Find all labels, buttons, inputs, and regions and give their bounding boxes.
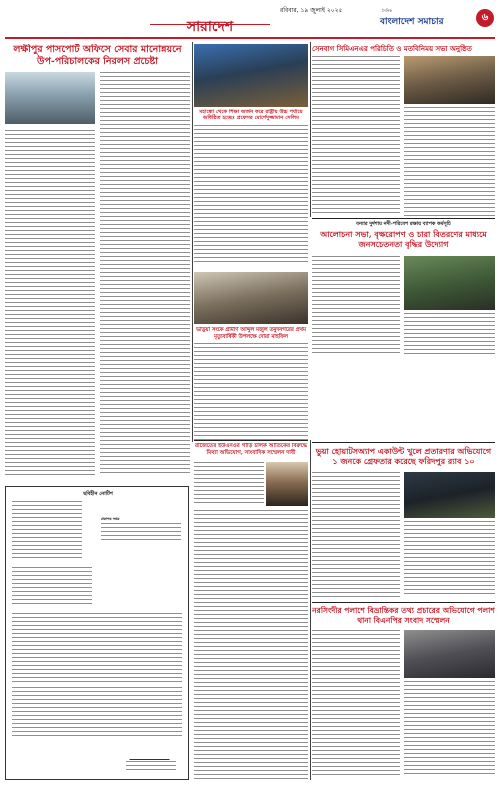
body-text [194, 343, 308, 443]
notice-box [5, 486, 189, 780]
headline: সেনবাগ সিমিএনএর পরিচিতি ও মতবিনিময় সভা অনুষ্ঠিত [312, 44, 472, 53]
headline: আলোচনা সভা, বৃক্ষরোপণ ও চারা বিতরণের মাধ্যমে জনসচেতনতা বৃদ্ধির উদ্যোগ [320, 229, 487, 249]
notice-side-title: প্রকাশক দপ্তর [101, 517, 120, 521]
kicker: বন্যার দুর্দশায় নদী-পরিবেশ রক্ষায় ব্যাপক কর্মসূচি [356, 221, 451, 227]
article-uno-driver [194, 440, 308, 780]
notice-body [12, 687, 182, 737]
article-passport [5, 42, 190, 482]
body-text [404, 681, 495, 775]
column-divider [310, 440, 311, 780]
logo: দৈনিক বাংলাদেশ সমাচার [380, 8, 444, 27]
notice-list [12, 567, 92, 607]
date-text: রবিবার, ১৯ জুলাই ২০২৫ [280, 7, 343, 14]
column-divider [192, 42, 193, 442]
body-text [194, 510, 308, 780]
headline: লক্ষীপুর পাসপোর্ট অফিসে সেবার মানোন্নয়নে উপ-পরিচালকের নিরলস প্রচেষ্টা [13, 44, 182, 67]
page-number-badge [476, 9, 494, 27]
section-title: সারাদেশ [186, 19, 234, 35]
article-environment [312, 218, 495, 438]
article-dua [194, 272, 308, 447]
body-text [5, 130, 95, 475]
signature-block [126, 749, 176, 771]
body-text [404, 107, 495, 216]
body-text [194, 462, 264, 506]
article-photo [404, 56, 495, 104]
body-text [312, 56, 400, 216]
body-text [312, 472, 400, 597]
article-professor [194, 42, 308, 272]
article-palash [312, 602, 495, 780]
notice-right-block [101, 523, 181, 543]
article-photo [404, 256, 495, 310]
article-photo [404, 472, 495, 518]
article-photo [194, 44, 308, 107]
body-text [404, 313, 495, 356]
body-text [404, 521, 495, 597]
headline: রাজৈতের ইউএনওর গাড়ি চালক আতিকের বিরুদ্ধে মিথ্যা অভিযোগ, সাংবাদিক সম্মেলন দাবী [195, 443, 307, 456]
header-rule [5, 37, 495, 39]
article-photo [404, 630, 495, 678]
article-photo [266, 462, 308, 506]
page-number: ৬ [481, 12, 489, 23]
article-rab [312, 442, 495, 602]
article-photo [5, 72, 95, 124]
masthead [0, 0, 500, 40]
notice-title: ছবিহীন নোটিশ [83, 491, 113, 497]
notice-left-block [12, 501, 82, 561]
article-photo [194, 272, 308, 324]
body-text [194, 125, 308, 265]
body-text [100, 72, 190, 475]
body-text [312, 256, 400, 356]
section-banner [150, 16, 270, 33]
headline: মহান্ধো থেকে শিক্ষা অর্জন করে রাষ্ট্রীয় উচ্চ পর্যায়ে অধিষ্ঠিত হচ্ছেঃ প্রফেসর মোর্শেদুজ্জামান সেলিম [199, 109, 303, 122]
headline: নরসিংদীর পলাশে বিভ্রান্তিকর তথ্য প্রচারের অভিযোগে পলাশ থানা বিএনপির সংবাদ সম্মেলন [312, 606, 495, 625]
body-text [312, 630, 400, 775]
headline: ভাড়ুয়া সংকে গ্রামীণ আব্দুল মজুল তমুদনগরের প্রথম মৃত্যুবার্ষিকী উপলক্ষে দোয়া মাহফিল [196, 327, 306, 340]
column-divider [310, 42, 311, 217]
article-senbag [312, 42, 495, 222]
headline: ভুয়া হোয়াটসঅ্যাপ একাউন্ট খুলে প্রতারণার অভিযোগে ১ জনকে গ্রেফতার করেছে ফরিদপুর র‍্যাব ১০ [315, 446, 492, 466]
notice-body [12, 613, 182, 683]
